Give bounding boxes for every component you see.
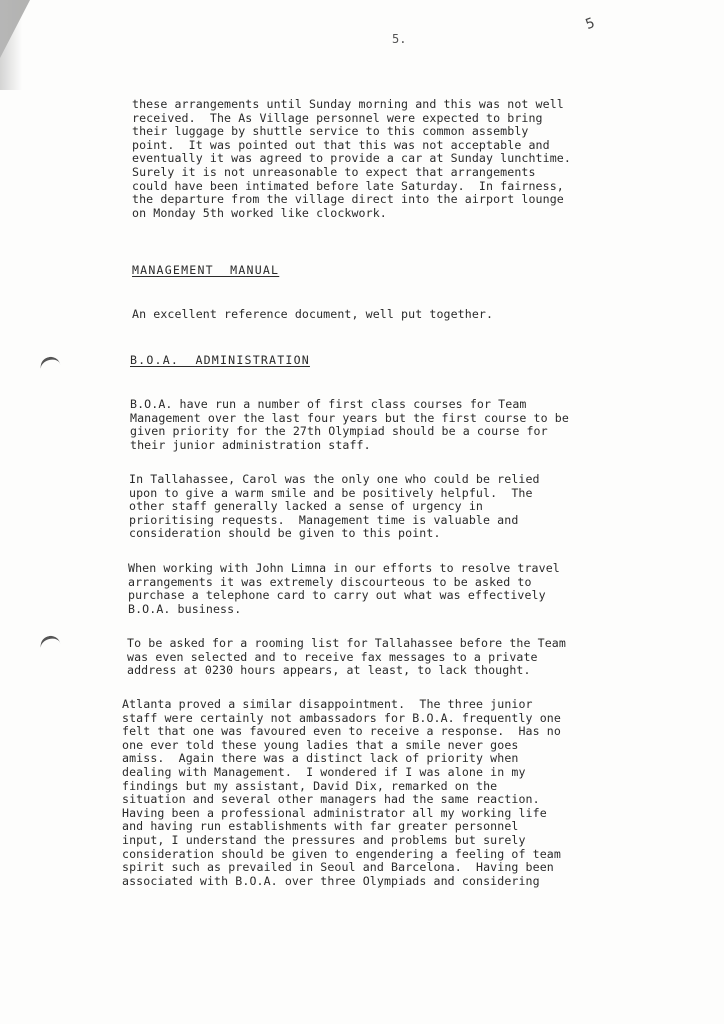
page-number-mark: 5. [392,32,407,46]
boa-paragraph-atlanta: Atlanta proved a similar disappointment. The three junior staff were certainly not ambassadors for B.O.A. frequently one felt that one was favoured even to receive a response. Has no one ever told these young ladies that a smile never goes amiss. Again there was a distinct lack of priority when dealing with Management. I wondered if I was alone in my findings but my assistant, David Dix, remarked on the situation and several other managers had the same reaction. Having been a professional administrator all my working life and having run establishments with far greater personnel input, I understand the pressures and problems but surely consideration should be given to engendering a feeling of team spirit such as prevailed in Seoul and Barcelona. Having been associated with B.O.A. over three Olympiads and considering [122,697,561,888]
management-manual-heading: MANAGEMENT MANUAL [132,263,280,277]
punch-hole-bottom [38,634,61,654]
scan-shadow-edge [0,0,22,90]
management-manual-body: An excellent reference document, well put together. [132,307,494,321]
intro-paragraph: these arrangements until Sunday morning and this was not well received. The As Village personnel were expected to bring their luggage by shuttle service to this common assembly point. It was pointed out that this was not acceptable and eventually it was agreed to provide a car at Sunday lunchtime. Surely it is not unreasonable to expect that arrangements could have been intimated before late Saturday. In fairness, the departure from the village direct into the airport lounge on Monday 5th worked like clockwork. [132,97,571,220]
boa-paragraph-tallahassee: In Tallahassee, Carol was the only one who could be relied upon to give a warm smile and be positively helpful. The other staff generally lacked a sense of urgency in prioritising requests. Management time is valuable and consideration should be given to this point. [129,472,540,541]
boa-paragraph-telephone-card: When working with John Limna in our efforts to resolve travel arrangements it was extremely discourteous to be asked to purchase a telephone card to carry out what was effectively B.O.A. business. [128,561,560,616]
corner-handwritten-mark: 5 [583,15,597,33]
punch-hole-top [38,355,61,375]
boa-paragraph-courses: B.O.A. have run a number of first class courses for Team Management over the last four years but the first course to be given priority for the 27th Olympiad should be a course for their junior administration staff. [130,397,569,452]
boa-administration-heading: B.O.A. ADMINISTRATION [130,353,310,367]
boa-paragraph-rooming-list: To be asked for a rooming list for Tallahassee before the Team was even selected and to receive fax messages to a private address at 0230 hours appears, at least, to lack thought. [127,636,566,678]
